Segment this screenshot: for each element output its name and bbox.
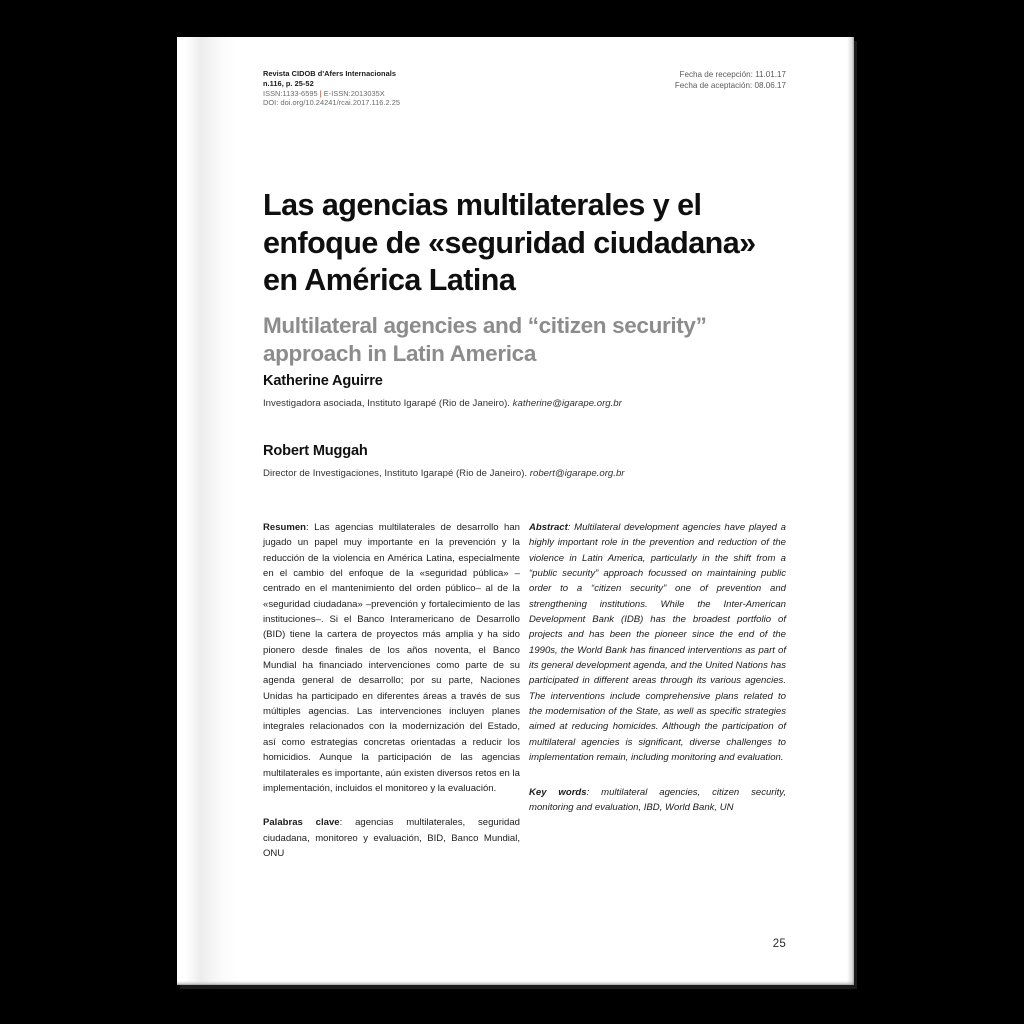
author-name: Katherine Aguirre xyxy=(263,373,383,389)
masthead xyxy=(263,69,786,108)
abstract-columns xyxy=(263,520,786,871)
author-affiliation-text: Investigadora asociada, Instituto Igarapé (Rio de Janeiro). xyxy=(263,398,510,409)
keywords-label-separator: : xyxy=(339,817,356,829)
journal-name: Revista CIDOB d'Afers Internacionals xyxy=(263,69,396,78)
keywords-label-separator: : xyxy=(586,786,602,798)
issn-print: ISSN:1133-6595 xyxy=(263,88,318,98)
keywords-label: Key words xyxy=(529,786,587,798)
abstract-column-spanish xyxy=(263,520,520,871)
abstract-label-separator: : xyxy=(306,522,315,533)
author-affiliation xyxy=(263,398,786,409)
abstract-english xyxy=(529,520,786,766)
abstract-english-text: Multilateral development agencies have played a highly important role in the prevention and reduction of the violence in Latin America, particularly in the shift from a “public security” approach focussed on maintaining public order to a “citizen security” one of prevention and strengthening institutions. While the Inter-American Development Bank (IDB) has the broadest portfolio of projects and has been the pioneer since the end of the 1990s, the World Bank has financed interventions as part of its general development agenda, and the United Nations has participated in different areas through its various agencies. The interventions include comprehensive plans related to the modernisation of the State, as well as specific strategies aimed at reducing homicides. Although the participation of multilateral agencies is significant, diverse challenges to implementation remain, including monitoring and evaluation. xyxy=(529,522,786,764)
author-block-2 xyxy=(263,443,786,479)
abstract-label: Abstract xyxy=(529,522,568,533)
masthead-dates xyxy=(675,69,786,91)
masthead-journal-info xyxy=(263,69,400,108)
abstract-label: Resumen xyxy=(263,522,307,533)
issue-pages: n.116, p. 25-52 xyxy=(263,78,314,88)
article-title-english: Multilateral agencies and “citizen security” approach in Latin America xyxy=(263,312,707,366)
keywords-spanish xyxy=(263,815,520,861)
article-title: Las agencias multilaterales y el enfoque de «seguridad ciudadana» en América Latina xyxy=(263,188,756,298)
abstract-label-separator: : xyxy=(567,522,575,533)
author-email[interactable]: robert@igarape.org.br xyxy=(529,468,625,479)
page-content xyxy=(263,37,786,985)
author-block-1 xyxy=(263,373,786,409)
journal-page xyxy=(177,37,854,985)
keywords-english xyxy=(529,785,786,816)
abstract-spanish xyxy=(263,520,520,796)
abstract-column-english xyxy=(529,520,786,871)
author-affiliation xyxy=(263,468,786,479)
issn-electronic: E-ISSN:2013035X xyxy=(323,88,385,98)
keywords-label: Palabras clave xyxy=(263,817,340,829)
author-name: Robert Muggah xyxy=(263,443,368,459)
abstract-spanish-text: Las agencias multilaterales de desarrollo han jugado un papel muy importante en la prevención y la reducción de la violencia en América Latina, especialmente en el cambio del enfoque de la «seguridad pública» –centrado en el mantenimiento del orden público– al de la «seguridad ciudadana» –prevención y fortalecimiento de las instituciones–. Si el Banco Interamericano de Desarrollo (BID) tiene la cartera de proyectos más amplia y ha sido pionero desde finales de los años noventa, el Banco Mundial ha financiado intervenciones como parte de su agenda general de desarrollo; por su parte, Naciones Unidas ha participado en diferentes áreas a través de sus múltiples agencias. Las intervenciones incluyen planes integrales relacionados con la modernización del Estado, así como estrategias concretas orientadas a reducir los homicidios. Aunque la participación de las agencias multilaterales es importante, aún existen diversos retos en la implementación, incluidos el monitoreo y la evaluación. xyxy=(263,522,520,794)
issn-separator: | xyxy=(319,88,322,98)
issn-line xyxy=(263,89,400,99)
acceptance-date: Fecha de aceptación: 08.06.17 xyxy=(674,80,786,90)
reception-date: Fecha de recepción: 11.01.17 xyxy=(679,70,786,79)
author-affiliation-text: Director de Investigaciones, Instituto Igarapé (Rio de Janeiro). xyxy=(263,468,528,479)
keywords-english-text: multilateral agencies, citizen security, monitoring and evaluation, IBD, World Bank, UN xyxy=(529,786,786,813)
keywords-spanish-text: agencias multilaterales, seguridad ciudadana, monitoreo y evaluación, BID, Banco Mundial, ONU xyxy=(263,817,520,859)
page-number: 25 xyxy=(772,938,786,950)
author-email[interactable]: katherine@igarape.org.br xyxy=(512,398,622,409)
page-bottom-edge xyxy=(177,981,854,985)
doi-line[interactable]: DOI: doi.org/10.24241/rcai.2017.116.2.25 xyxy=(263,98,401,108)
